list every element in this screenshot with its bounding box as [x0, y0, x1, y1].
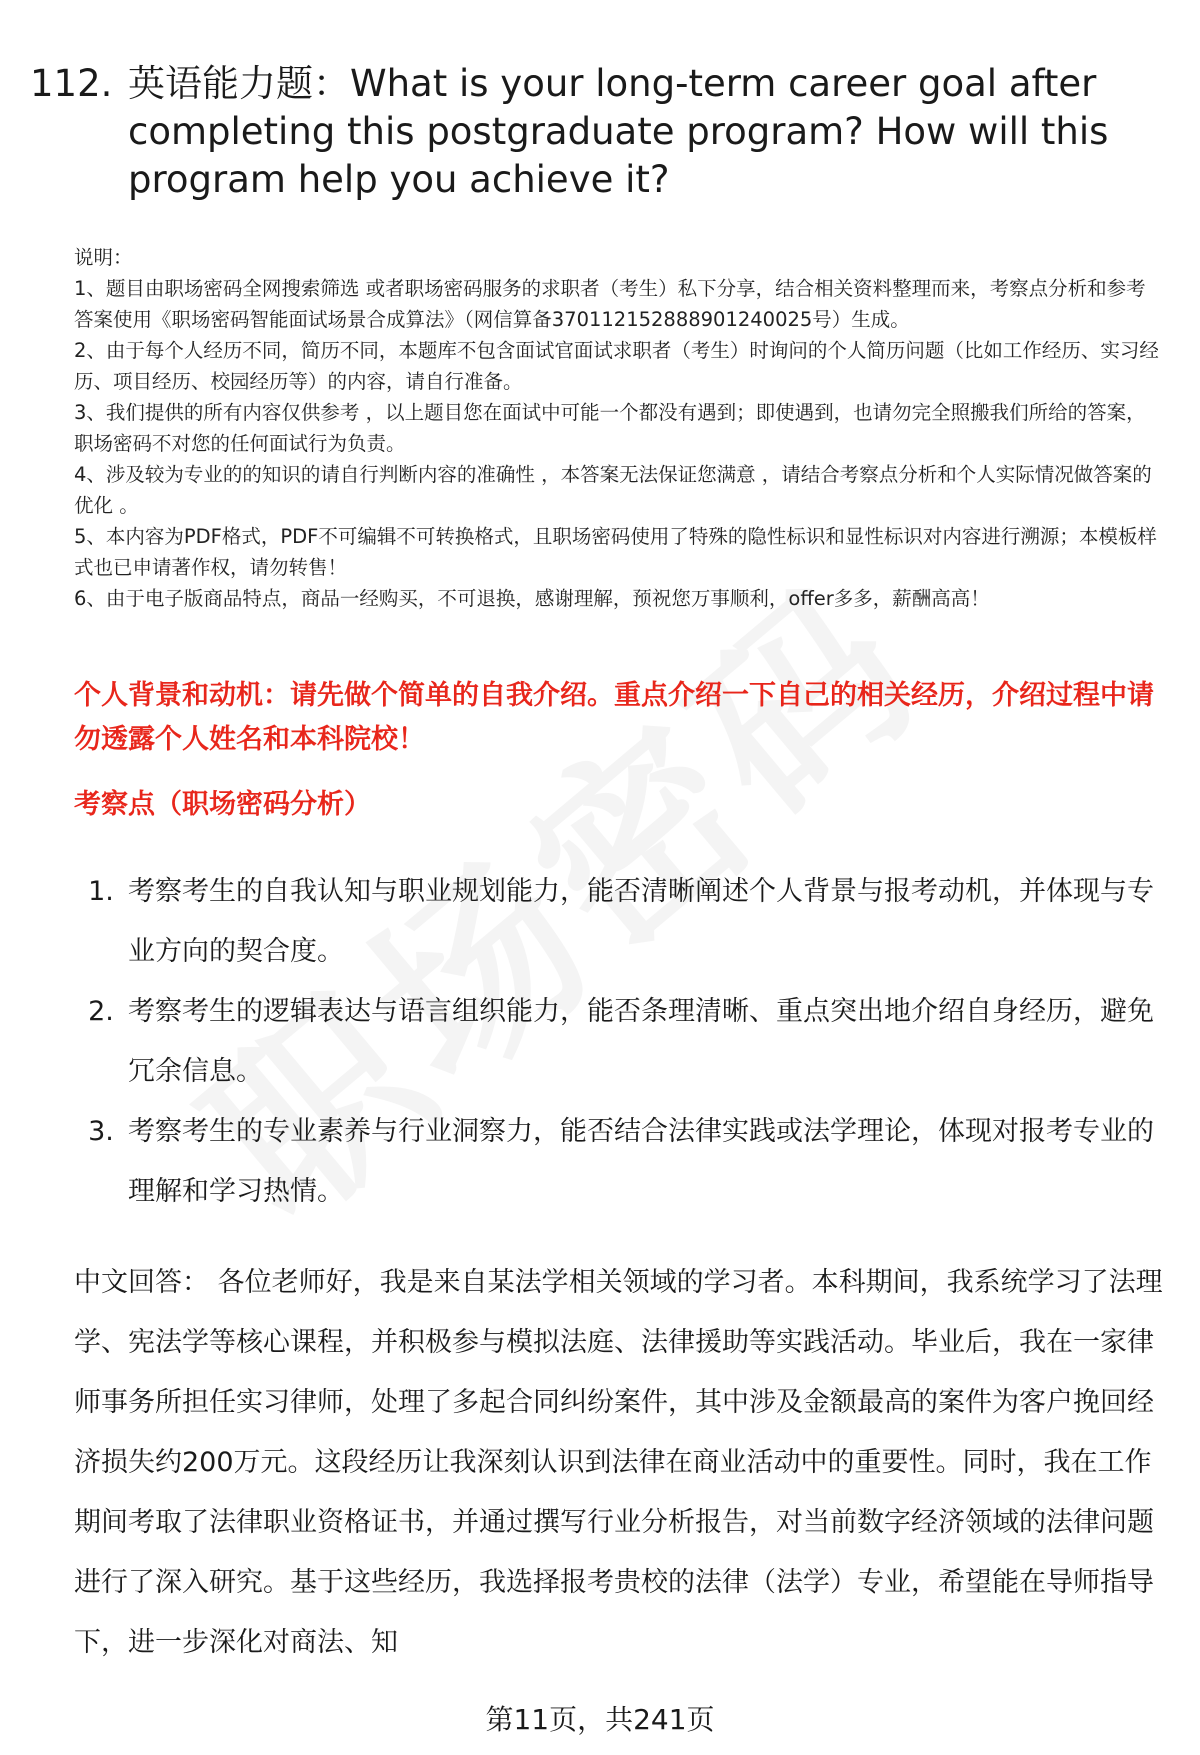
- note-item: 2、由于每个人经历不同，简历不同，本题库不包含面试官面试求职者（考生）时询问的个人简历问题（比如工作经历、实习经历、项目经历、校园经历等）的内容，请自行准备。: [74, 339, 1159, 393]
- point-number: 2.: [88, 996, 114, 1027]
- page-footer: 第11页，共241页: [485, 1703, 715, 1736]
- interview-prompt: 个人背景和动机：请先做个简单的自我介绍。重点介绍一下自己的相关经历，介绍过程中请勿透露个人姓名和本科院校！: [74, 680, 1154, 755]
- list-item: [74, 862, 1164, 982]
- point-number: 1.: [88, 876, 114, 907]
- notes-heading: 说明：: [74, 246, 133, 269]
- note-item: 5、本内容为PDF格式，PDF不可编辑不可转换格式，且职场密码使用了特殊的隐性标识和显性标识对内容进行溯源；本模板样式也已申请著作权，请勿转售！: [74, 525, 1157, 579]
- question-number: 112.: [30, 62, 113, 105]
- point-text: 考察考生的自我认知与职业规划能力，能否清晰阐述个人背景与报考动机，并体现与专业方向的契合度。: [128, 876, 1154, 967]
- list-item: [74, 982, 1164, 1102]
- notes-section: [74, 242, 1160, 614]
- question-text: 英语能力题：What is your long-term career goal after completing this postgraduate program? How will this program help you achieve it?: [128, 62, 1109, 201]
- analysis-title: 考察点（职场密码分析）: [74, 789, 371, 820]
- list-item: [74, 1102, 1164, 1222]
- note-item: 3、我们提供的所有内容仅供参考 ，以上题目您在面试中可能一个都没有遇到；即使遇到，也请勿完全照搬我们所给的答案，职场密码不对您的任何面试行为负责。: [74, 401, 1146, 455]
- chinese-answer: 中文回答： 各位老师好，我是来自某法学相关领域的学习者。本科期间，我系统学习了法理学、宪法学等核心课程，并积极参与模拟法庭、法律援助等实践活动。毕业后，我在一家律师事务所担任实习律师，处理了多起合同纠纷案件，其中涉及金额最高的案件为客户挽回经济损失约200万元。这段经历让我深刻认识到法律在商业活动中的重要性。同时，我在工作期间考取了法律职业资格证书，并通过撰写行业分析报告，对当前数字经济领域的法律问题进行了深入研究。基于这些经历，我选择报考贵校的法律（法学）专业，希望能在导师指导下，进一步深化对商法、知: [74, 1267, 1163, 1658]
- note-item: 1、题目由职场密码全网搜索筛选 或者职场密码服务的求职者（考生）私下分享，结合相关资料整理而来，考察点分析和参考答案使用《职场密码智能面试场景合成算法》（网信算备370112152888901240025号）生成。: [74, 277, 1146, 331]
- point-text: 考察考生的逻辑表达与语言组织能力，能否条理清晰、重点突出地介绍自身经历，避免冗余信息。: [128, 996, 1154, 1087]
- note-item: 4、涉及较为专业的的知识的请自行判断内容的准确性 ，本答案无法保证您满意 ，请结合考察点分析和个人实际情况做答案的优化 。: [74, 463, 1152, 517]
- analysis-points: [74, 862, 1164, 1222]
- question-heading: [30, 60, 1140, 204]
- note-item: 6、由于电子版商品特点，商品一经购买，不可退换，感谢理解，预祝您万事顺利，offer多多，薪酬高高！: [74, 587, 990, 610]
- point-text: 考察考生的专业素养与行业洞察力，能否结合法律实践或法学理论，体现对报考专业的理解和学习热情。: [128, 1116, 1154, 1207]
- point-number: 3.: [88, 1116, 114, 1147]
